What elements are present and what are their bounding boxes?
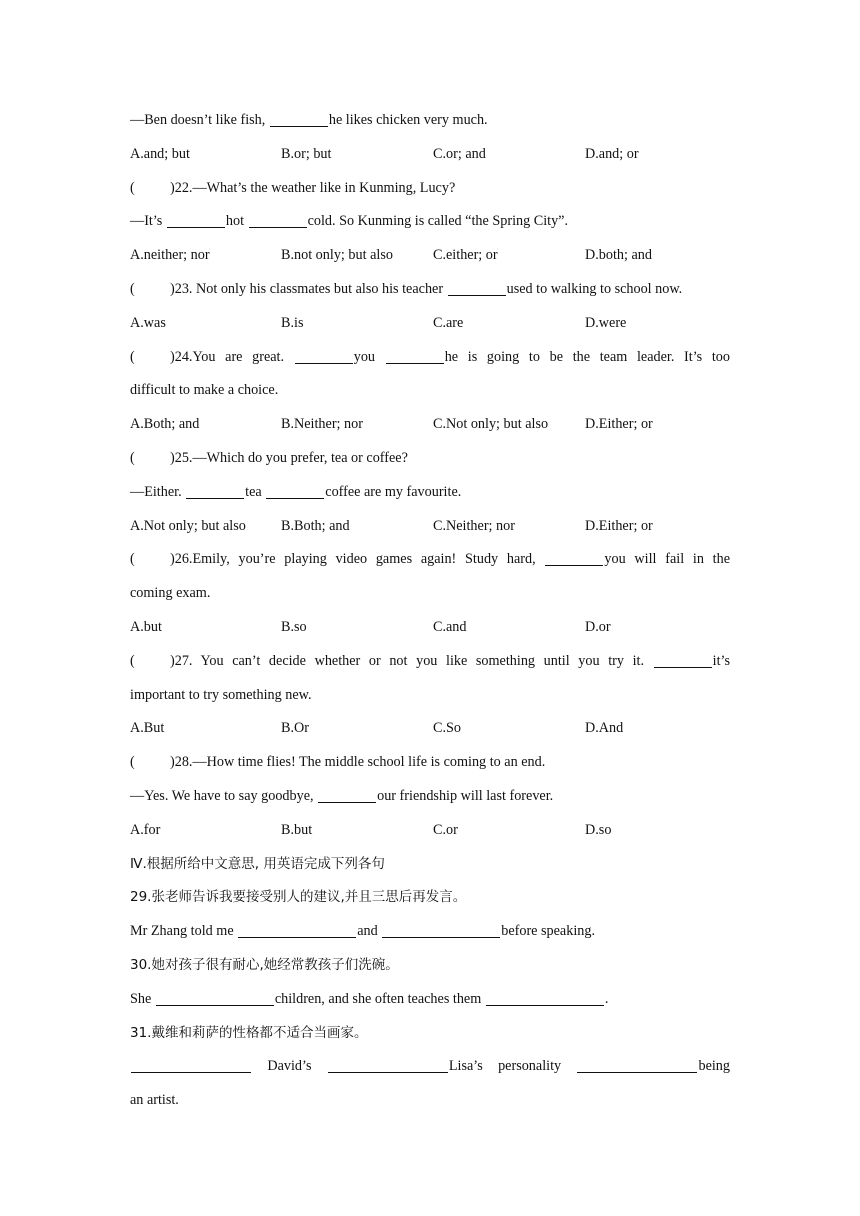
q25-stem-line: ( )25.—Which do you prefer, tea or coffee? — [130, 442, 730, 476]
answer-paren[interactable]: ( — [130, 348, 135, 365]
option-d[interactable]: D.were — [585, 314, 627, 331]
answer-paren[interactable]: ( — [130, 449, 135, 466]
option-b[interactable]: B.not only; but also — [281, 247, 393, 264]
option-a[interactable]: A.Not only; but also — [130, 517, 246, 534]
q28-dialogue-line: —Yes. We have to say goodbye, our friendship will last forever. — [130, 787, 554, 804]
option-b[interactable]: B.Neither; nor — [281, 416, 363, 433]
answer-blank[interactable] — [238, 922, 356, 938]
answer-paren[interactable]: ( — [130, 652, 135, 669]
q25-options — [130, 510, 730, 544]
option-d[interactable]: D.both; and — [585, 247, 652, 264]
option-a[interactable]: A.but — [130, 618, 162, 635]
option-b[interactable]: B.Or — [281, 720, 309, 737]
option-d[interactable]: D.and; or — [585, 145, 639, 162]
q31-english-line: David’s Lisa’s personality being — [130, 1050, 730, 1084]
answer-blank[interactable] — [486, 990, 604, 1006]
answer-paren[interactable]: ( — [130, 179, 135, 196]
q24-stem-continued: difficult to make a choice. — [130, 382, 279, 399]
option-b[interactable]: B.is — [281, 314, 304, 331]
option-d[interactable]: D.Either; or — [585, 416, 653, 433]
option-a[interactable]: A.was — [130, 314, 166, 331]
worksheet-page — [130, 104, 730, 1118]
answer-blank[interactable] — [295, 348, 353, 364]
option-c[interactable]: C.or — [433, 821, 458, 838]
q22-options — [130, 239, 730, 273]
q27-stem-continued: important to try something new. — [130, 686, 312, 703]
option-a[interactable]: A.neither; nor — [130, 247, 210, 264]
q27-stem-line: ( )27. You can’t decide whether or not you like something until you try it. it’s — [130, 645, 730, 679]
answer-blank[interactable] — [156, 990, 274, 1006]
q29-chinese-prompt: 29.张老师告诉我要接受别人的建议,并且三思后再发言。 — [130, 889, 467, 906]
q30-english-line: She children, and she often teaches them . — [130, 990, 609, 1007]
option-d[interactable]: D.And — [585, 720, 624, 737]
q27-options — [130, 712, 730, 746]
answer-blank[interactable] — [186, 483, 244, 499]
answer-blank[interactable] — [577, 1057, 697, 1073]
option-c[interactable]: C.either; or — [433, 247, 498, 264]
q23-stem-line: ( )23. Not only his classmates but also his teacher used to walking to school now. — [130, 273, 730, 307]
option-c[interactable]: C.Not only; but also — [433, 416, 549, 433]
option-a[interactable]: A.But — [130, 720, 165, 737]
answer-blank[interactable] — [318, 787, 376, 803]
section-4-heading: Ⅳ.根据所给中文意思, 用英语完成下列各句 — [130, 855, 385, 872]
q25-dialogue-line: —Either. tea coffee are my favourite. — [130, 483, 462, 500]
q26-options — [130, 611, 730, 645]
option-b[interactable]: B.so — [281, 618, 307, 635]
q28-stem-line: ( )28.—How time flies! The middle school life is coming to an end. — [130, 746, 730, 780]
q31-english-continued: an artist. — [130, 1092, 179, 1109]
answer-blank[interactable] — [249, 212, 307, 228]
answer-blank[interactable] — [386, 348, 444, 364]
option-b[interactable]: B.or; but — [281, 145, 332, 162]
answer-paren[interactable]: ( — [130, 754, 135, 771]
option-c[interactable]: C.are — [433, 314, 464, 331]
q28-options — [130, 814, 730, 848]
q30-chinese-prompt: 30.她对孩子很有耐心,她经常教孩子们洗碗。 — [130, 956, 399, 973]
option-c[interactable]: C.or; and — [433, 145, 486, 162]
option-b[interactable]: B.Both; and — [281, 517, 350, 534]
option-d[interactable]: D.Either; or — [585, 517, 653, 534]
answer-paren[interactable]: ( — [130, 551, 135, 568]
answer-blank[interactable] — [167, 212, 225, 228]
q23-options — [130, 307, 730, 341]
answer-blank[interactable] — [654, 652, 712, 668]
option-a[interactable]: A.for — [130, 821, 161, 838]
answer-blank[interactable] — [131, 1057, 251, 1073]
answer-blank[interactable] — [448, 280, 506, 296]
q21-options — [130, 138, 730, 172]
answer-paren[interactable]: ( — [130, 280, 135, 297]
option-d[interactable]: D.or — [585, 618, 611, 635]
option-c[interactable]: C.and — [433, 618, 467, 635]
option-c[interactable]: C.Neither; nor — [433, 517, 515, 534]
option-a[interactable]: A.and; but — [130, 145, 190, 162]
option-b[interactable]: B.but — [281, 821, 313, 838]
option-c[interactable]: C.So — [433, 720, 461, 737]
answer-blank[interactable] — [270, 111, 328, 127]
option-a[interactable]: A.Both; and — [130, 416, 200, 433]
q22-dialogue-line: —It’s hot cold. So Kunming is called “the Spring City”. — [130, 213, 569, 230]
q24-options — [130, 408, 730, 442]
answer-blank[interactable] — [266, 483, 324, 499]
answer-blank[interactable] — [545, 550, 603, 566]
q24-stem-line: ( )24.You are great. you he is going to be the team leader. It’s too — [130, 341, 730, 375]
q29-english-line: Mr Zhang told me and before speaking. — [130, 923, 595, 940]
answer-blank[interactable] — [328, 1057, 448, 1073]
answer-blank[interactable] — [382, 922, 500, 938]
q22-stem-line: ( )22.—What’s the weather like in Kunming, Lucy? — [130, 172, 730, 206]
q26-stem-continued: coming exam. — [130, 585, 211, 602]
q21-stem-line: —Ben doesn’t like fish, he likes chicken very much. — [130, 112, 488, 128]
q31-chinese-prompt: 31.戴维和莉萨的性格都不适合当画家。 — [130, 1024, 368, 1041]
q26-stem-line: ( )26.Emily, you’re playing video games again! Study hard, you will fail in the — [130, 543, 730, 577]
option-d[interactable]: D.so — [585, 821, 612, 838]
